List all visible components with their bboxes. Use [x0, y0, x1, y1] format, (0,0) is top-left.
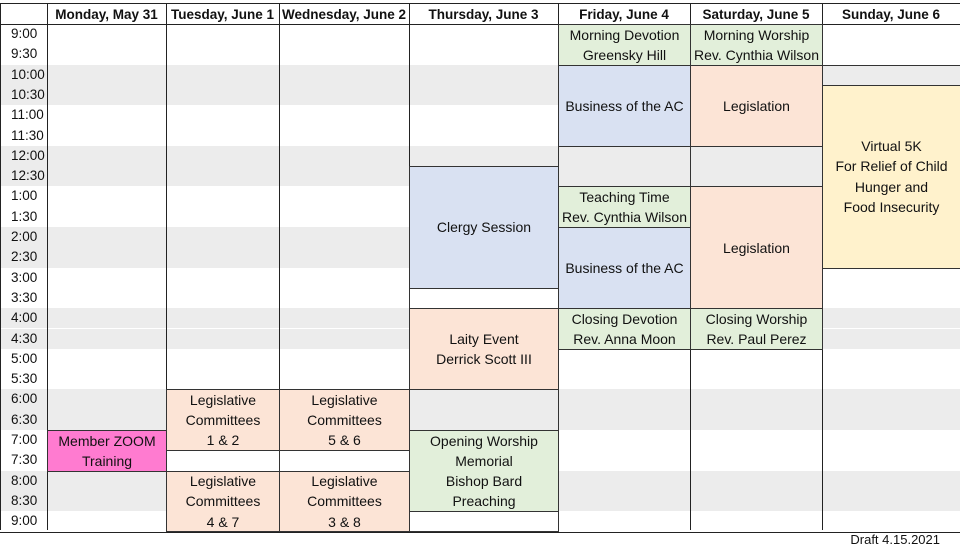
event-text: Business of the AC: [565, 259, 684, 276]
day-header: Wednesday, June 2: [281, 6, 407, 22]
event-text: Clergy Session: [436, 219, 532, 236]
time-label: 8:30: [11, 492, 38, 508]
event-block[interactable]: [558, 308, 691, 350]
event-text: Legislative: [311, 473, 378, 490]
event-text: Food Insecurity: [843, 199, 940, 216]
event-text: Bishop Bard: [445, 473, 523, 490]
event-text: Committees: [307, 412, 382, 429]
event-text: Opening Worship: [430, 432, 538, 449]
event-text: Committees: [307, 493, 382, 510]
event-block[interactable]: [690, 65, 823, 147]
event-text: Rev. Anna Moon: [573, 330, 676, 347]
event-block[interactable]: [558, 24, 691, 66]
time-label: 2:30: [11, 249, 38, 265]
time-label: 12:30: [11, 168, 45, 184]
event-text: 3 & 8: [328, 513, 361, 530]
event-text: Legislative: [189, 473, 257, 490]
time-label: 9:00: [11, 513, 38, 529]
time-label: 6:00: [11, 391, 38, 407]
event-text: Hunger and: [854, 178, 929, 195]
event-block[interactable]: [409, 166, 559, 289]
event-text: Laity Event: [449, 330, 519, 347]
event-text: Committees: [185, 493, 261, 510]
event-block[interactable]: [690, 308, 823, 350]
empty-cell: [409, 288, 559, 309]
event-text: Greensky Hill: [582, 46, 667, 63]
time-label: 3:30: [11, 289, 38, 305]
event-text: Morning Worship: [703, 26, 810, 43]
day-header: Friday, June 4: [579, 6, 669, 22]
event-text: Derrick Scott III: [436, 351, 532, 368]
day-header: Sunday, June 6: [841, 6, 941, 22]
day-header: Thursday, June 3: [428, 6, 539, 22]
event-text: Morning Devotion: [569, 26, 680, 43]
event-text: Rev. Paul Perez: [706, 330, 807, 347]
time-label: 4:00: [11, 310, 38, 326]
time-label: 7:30: [11, 452, 38, 468]
event-block[interactable]: [558, 227, 691, 309]
event-text: Rev. Cynthia Wilson: [561, 209, 687, 226]
event-text: Teaching Time: [579, 188, 670, 205]
event-text: 1 & 2: [206, 432, 240, 449]
event-text: Legislative: [311, 391, 378, 408]
empty-cell: [279, 450, 410, 471]
draft-label: Draft 4.15.2021: [850, 532, 940, 547]
time-label: 10:00: [11, 66, 45, 82]
column-divider: [0, 3, 1, 530]
time-label: 1:00: [11, 188, 38, 204]
event-text: Virtual 5K: [861, 138, 922, 155]
event-block[interactable]: [690, 24, 823, 66]
event-text: Closing Devotion: [571, 310, 678, 327]
event-block[interactable]: [558, 186, 691, 228]
time-label: 6:30: [11, 411, 38, 427]
day-header: Tuesday, June 1: [170, 6, 275, 22]
event-text: Memorial: [455, 452, 513, 469]
event-text: Training: [81, 452, 133, 469]
empty-cell: [690, 146, 823, 188]
event-block[interactable]: [690, 186, 823, 309]
time-label: 5:30: [11, 371, 38, 387]
empty-cell: [409, 389, 559, 431]
event-block[interactable]: [166, 389, 280, 451]
event-text: Legislation: [723, 239, 790, 256]
event-block[interactable]: [166, 471, 280, 533]
empty-cell: [409, 511, 559, 532]
row-divider: [0, 3, 960, 4]
time-label: 10:30: [11, 86, 45, 102]
event-text: 4 & 7: [206, 513, 240, 530]
time-label: 5:00: [11, 350, 38, 366]
event-text: Business of the AC: [565, 97, 684, 114]
time-label: 3:00: [11, 269, 38, 285]
event-block[interactable]: [409, 430, 559, 512]
day-header: Monday, May 31: [55, 6, 158, 22]
time-label: 4:30: [11, 330, 38, 346]
time-label: 11:00: [11, 107, 44, 123]
event-text: Committees: [185, 412, 261, 429]
event-block[interactable]: [279, 389, 410, 451]
time-label: 7:00: [11, 432, 38, 447]
time-label: 12:00: [11, 147, 45, 163]
empty-cell: [166, 450, 280, 471]
event-block[interactable]: [47, 430, 167, 472]
event-block[interactable]: [409, 308, 559, 390]
event-block[interactable]: [822, 85, 960, 269]
time-label: 1:30: [11, 208, 38, 224]
event-text: Legislative: [189, 391, 257, 408]
event-text: Rev. Cynthia Wilson: [693, 46, 819, 63]
time-label: 8:00: [11, 472, 38, 488]
day-header: Saturday, June 5: [702, 6, 810, 22]
event-text: Member ZOOM: [58, 432, 156, 449]
event-block[interactable]: [558, 65, 691, 147]
event-text: For Relief of Child: [835, 158, 948, 175]
event-text: Legislation: [723, 97, 790, 114]
time-label: 9:30: [11, 46, 38, 62]
event-text: Preaching: [452, 493, 516, 510]
time-label: 11:30: [11, 127, 44, 143]
event-text: Closing Worship: [705, 310, 808, 327]
empty-cell: [822, 65, 960, 86]
time-label: 2:00: [11, 229, 38, 244]
event-block[interactable]: [279, 471, 410, 533]
empty-cell: [558, 146, 691, 188]
event-text: 5 & 6: [328, 432, 361, 449]
time-label: 9:00: [11, 26, 38, 41]
